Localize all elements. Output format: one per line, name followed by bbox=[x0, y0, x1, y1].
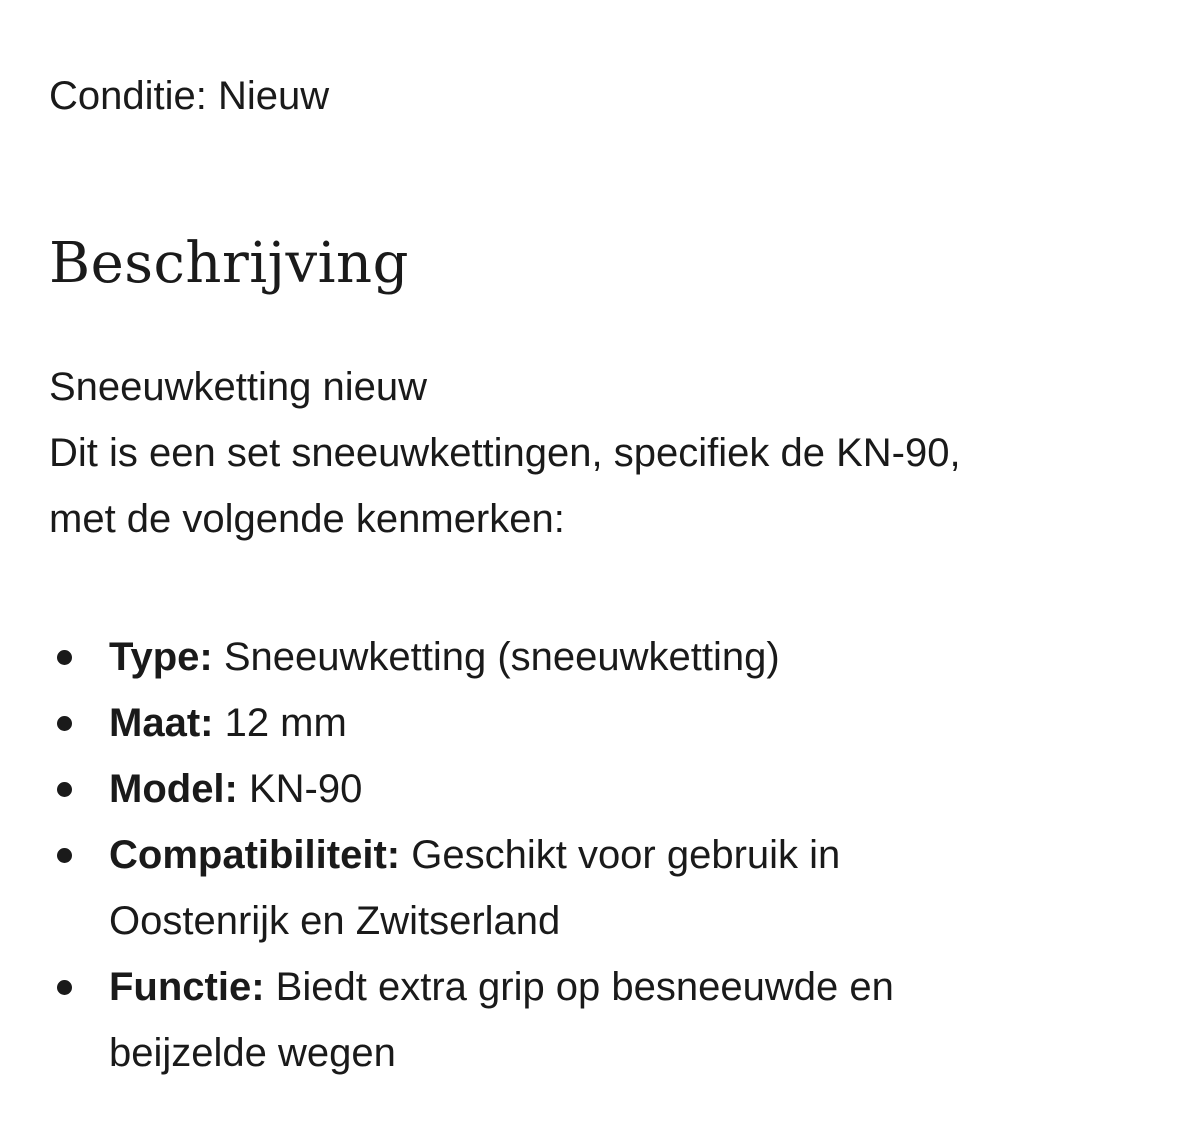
feature-value: Geschikt voor gebruik in Oostenrijk en Zwitserland bbox=[109, 833, 841, 943]
description-heading: Beschrijving bbox=[49, 231, 409, 296]
bullet-icon bbox=[57, 716, 72, 731]
feature-value: Biedt extra grip op besneeuwde en beijzelde wegen bbox=[109, 965, 894, 1075]
bullet-icon bbox=[57, 782, 72, 797]
feature-item-compatibility bbox=[49, 822, 1009, 954]
description-title-line: Sneeuwketting nieuw bbox=[49, 365, 428, 409]
feature-item-type bbox=[49, 624, 1009, 690]
condition-text: Conditie: Nieuw bbox=[49, 74, 330, 118]
feature-label: Model: bbox=[109, 767, 249, 811]
feature-value: 12 mm bbox=[224, 701, 347, 745]
feature-label: Compatibiliteit: bbox=[109, 833, 412, 877]
feature-item-function bbox=[49, 954, 1009, 1086]
feature-value: Sneeuwketting (sneeuwketting) bbox=[223, 635, 780, 679]
feature-label: Maat: bbox=[109, 701, 225, 745]
bullet-icon bbox=[57, 650, 72, 665]
feature-value: KN-90 bbox=[248, 767, 363, 811]
description-intro bbox=[49, 354, 1139, 552]
feature-label: Type: bbox=[109, 635, 224, 679]
feature-label: Functie: bbox=[109, 965, 276, 1009]
feature-item-size bbox=[49, 690, 1009, 756]
description-intro-line: met de volgende kenmerken: bbox=[49, 497, 565, 541]
bullet-icon bbox=[57, 848, 72, 863]
feature-list bbox=[49, 624, 1139, 1086]
description-intro-line: Dit is een set sneeuwkettingen, specifiek de KN-90, bbox=[49, 431, 961, 475]
bullet-icon bbox=[57, 980, 72, 995]
feature-item-model bbox=[49, 756, 1009, 822]
